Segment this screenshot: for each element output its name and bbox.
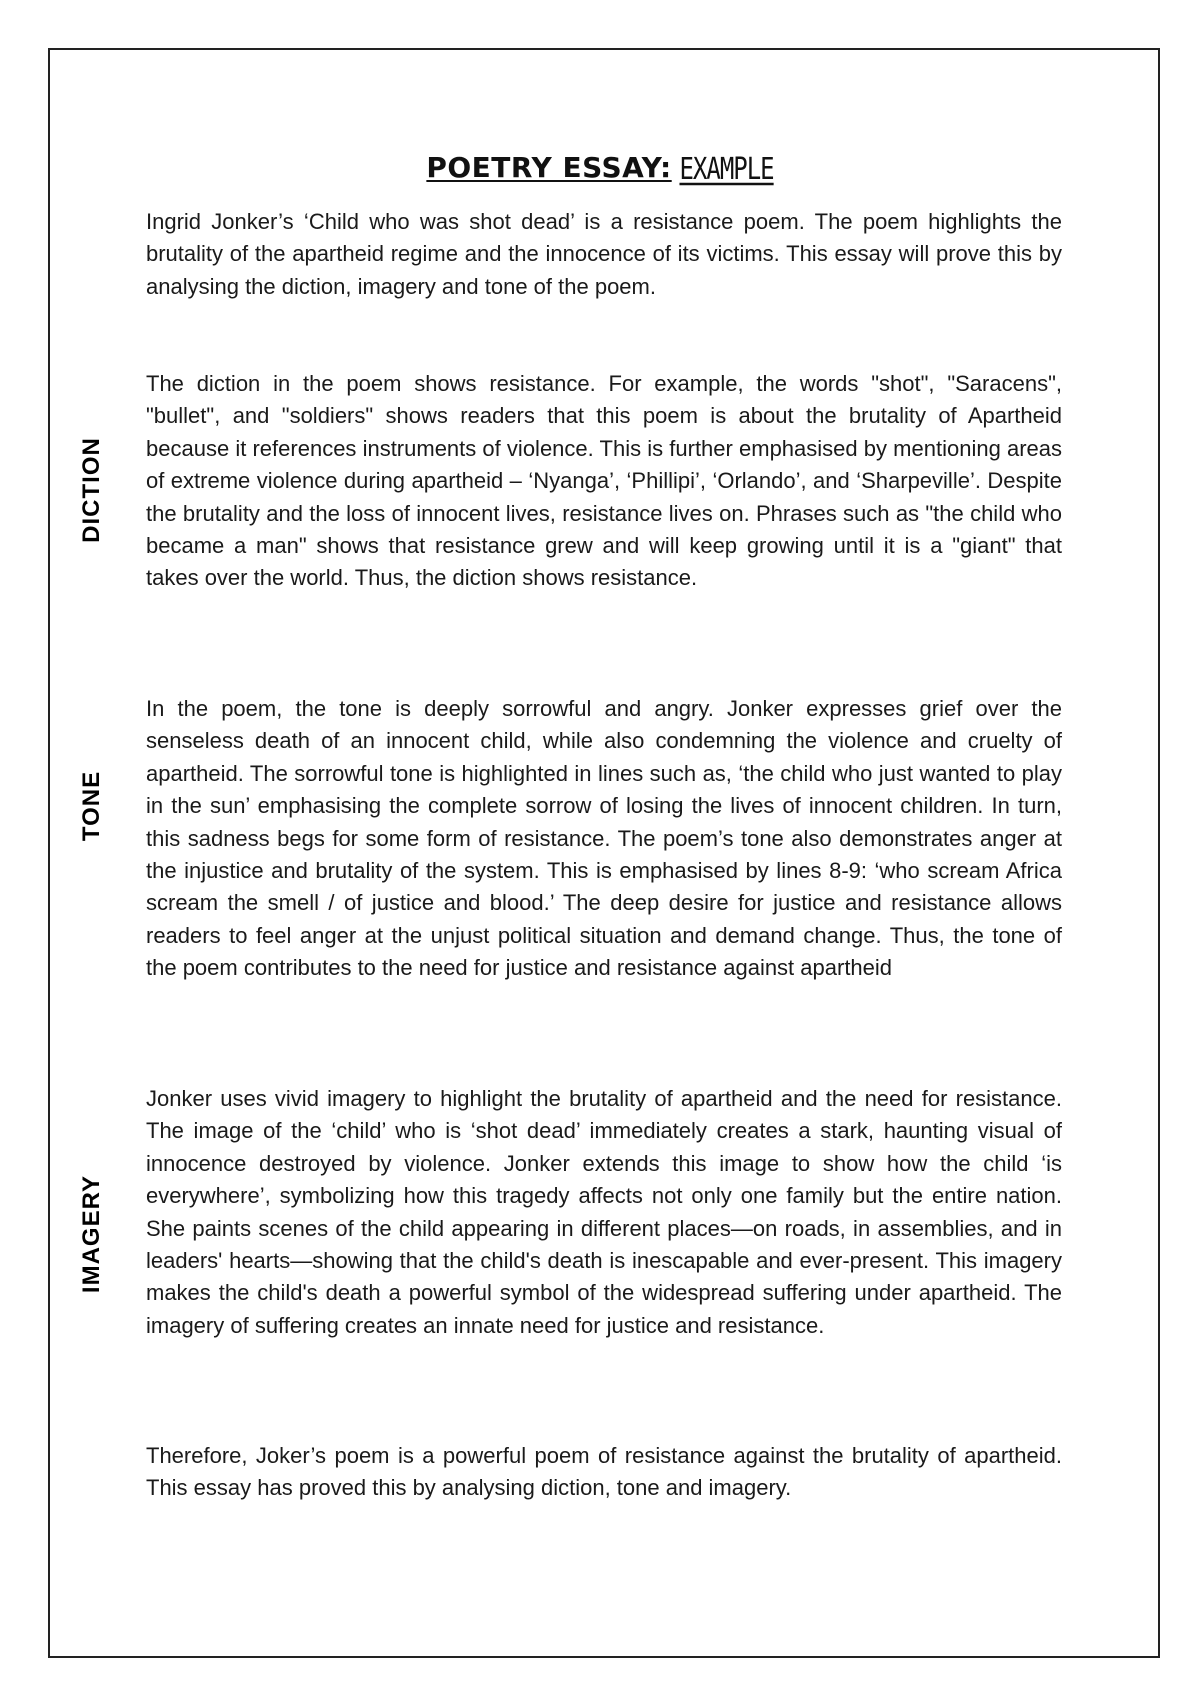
section-label-imagery-text: IMAGERY: [78, 1174, 105, 1294]
title-main: POETRY ESSAY:: [426, 151, 672, 184]
tone-paragraph: In the poem, the tone is deeply sorrowful and angry. Jonker expresses grief over the senseless death of an innocent child, while also condemning the violence and cruelty of apartheid. The sorrowful tone is highlighted in lines such as, ‘the child who just wanted to play in the sun’ emphasising the complete sorrow of losing the lives of innocent children. In turn, this sadness begs for some form of resistance. The poem’s tone also demonstrates anger at the injustice and brutality of the system. This is emphasised by lines 8-9: ‘who scream Africa scream the smell / of justice and blood.’ The deep desire for justice and resistance allows readers to feel anger at the unjust political situation and demand change. Thus, the tone of the poem contributes to the need for justice and resistance against apartheid: [146, 696, 1062, 981]
conclusion-paragraph: Therefore, Joker’s poem is a powerful poem of resistance against the brutality of apartheid. This essay has proved this by analysing diction, tone and imagery.: [146, 1443, 1062, 1501]
diction-paragraph: The diction in the poem shows resistance. For example, the words "shot", "Saracens", "bullet", and "soldiers" shows readers that this poem is about the brutality of Apartheid because it references instruments of violence. This is further emphasised by mentioning areas of extreme violence during apartheid – ‘Nyanga’, ‘Phillipi’, ‘Orlando’, and ‘Sharpeville’. Despite the brutality and the loss of innocent lives, resistance lives on. Phrases such as "the child who became a man" shows that resistance grew and will keep growing until it is a "giant" that takes over the world. Thus, the diction shows resistance.: [146, 371, 1062, 591]
intro-paragraph: Ingrid Jonker’s ‘Child who was shot dead’ is a resistance poem. The poem highlights the brutality of the apartheid regime and the innocence of its victims. This essay will prove this by analysing the diction, imagery and tone of the poem.: [146, 209, 1062, 299]
imagery-paragraph: Jonker uses vivid imagery to highlight the brutality of apartheid and the need for resistance. The image of the ‘child’ who is ‘shot dead’ immediately creates a stark, haunting visual of innocence destroyed by violence. Jonker extends this image to show how the child ‘is everywhere’, symbolizing how this tragedy affects not only one family but the entire nation. She paints scenes of the child appearing in different places—on roads, in assemblies, and in leaders' hearts—showing that the child's death is inescapable and ever-present. This imagery makes the child's death a powerful symbol of the widespread suffering under apartheid. The imagery of suffering creates an innate need for justice and resistance.: [146, 1086, 1062, 1338]
section-label-diction-text: DICTION: [78, 437, 105, 543]
section-label-tone-text: TONE: [78, 770, 105, 842]
page-title: [0, 150, 1200, 187]
title-sub: EXAMPLE: [679, 151, 774, 187]
